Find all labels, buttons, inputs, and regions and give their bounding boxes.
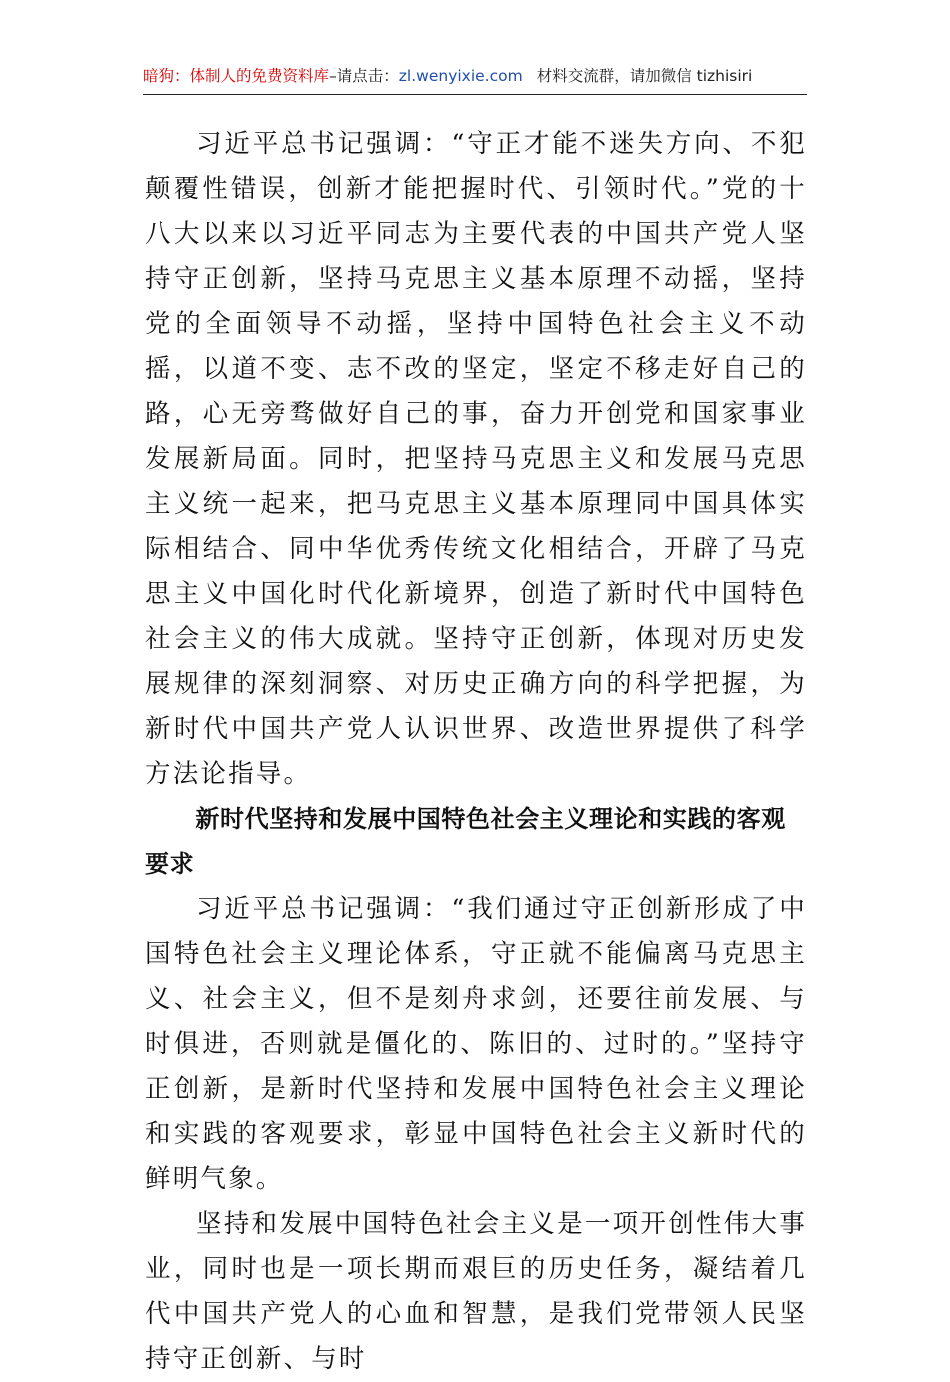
body-paragraph: 习近平总书记强调：“守正才能不迷失方向、不犯颠覆性错误，创新才能把握时代、引领时代。”党的十八大以来以习近平同志为主要代表的中国共产党人坚持守正创新，坚持马克思主义基本原理不动摇，坚持党的全面领导不动摇，坚持中国特色社会主义不动摇，以道不变、志不改的坚定，坚定不移走好自己的路，心无旁骛做好自己的事，奋力开创党和国家事业发展新局面。同时，把坚持马克思主义和发展马克思主义统一起来，把马克思主义基本原理同中国具体实际相结合、同中华优秀传统文化相结合，开辟了马克思主义中国化时代化新境界，创造了新时代中国特色社会主义的伟大成就。坚持守正创新，体现对历史发展规律的深刻洞察、对历史正确方向的科学把握，为新时代中国共产党人认识世界、改造世界提供了科学方法论指导。	[145, 129, 807, 789]
body-paragraph: 坚持和发展中国特色社会主义是一项开创性伟大事业，同时也是一项长期而艰巨的历史任务，凝结着几代中国共产党人的心血和智慧，是我们党带领人民坚持守正创新、与时	[145, 1209, 807, 1374]
header-brand: 暗狗：体制人的免费资料库	[143, 67, 330, 85]
section-heading: 新时代坚持和发展中国特色社会主义理论和实践的客观要求	[145, 805, 786, 878]
document-body	[145, 122, 807, 1382]
header-link[interactable]: zl.wenyixie.com	[398, 67, 523, 85]
body-paragraph: 习近平总书记强调：“我们通过守正创新形成了中国特色社会主义理论体系，守正就不能偏离马克思主义、社会主义，但不是刻舟求剑，还要往前发展、与时俱进，否则就是僵化的、陈旧的、过时的。”坚持守正创新，是新时代坚持和发展中国特色社会主义理论和实践的客观要求，彰显中国特色社会主义新时代的鲜明气象。	[145, 894, 807, 1194]
header-contact: 材料交流群，请加微信 tizhisiri	[536, 67, 753, 85]
header-link-prefix: –请点击：	[329, 67, 399, 85]
page-header	[143, 62, 807, 95]
